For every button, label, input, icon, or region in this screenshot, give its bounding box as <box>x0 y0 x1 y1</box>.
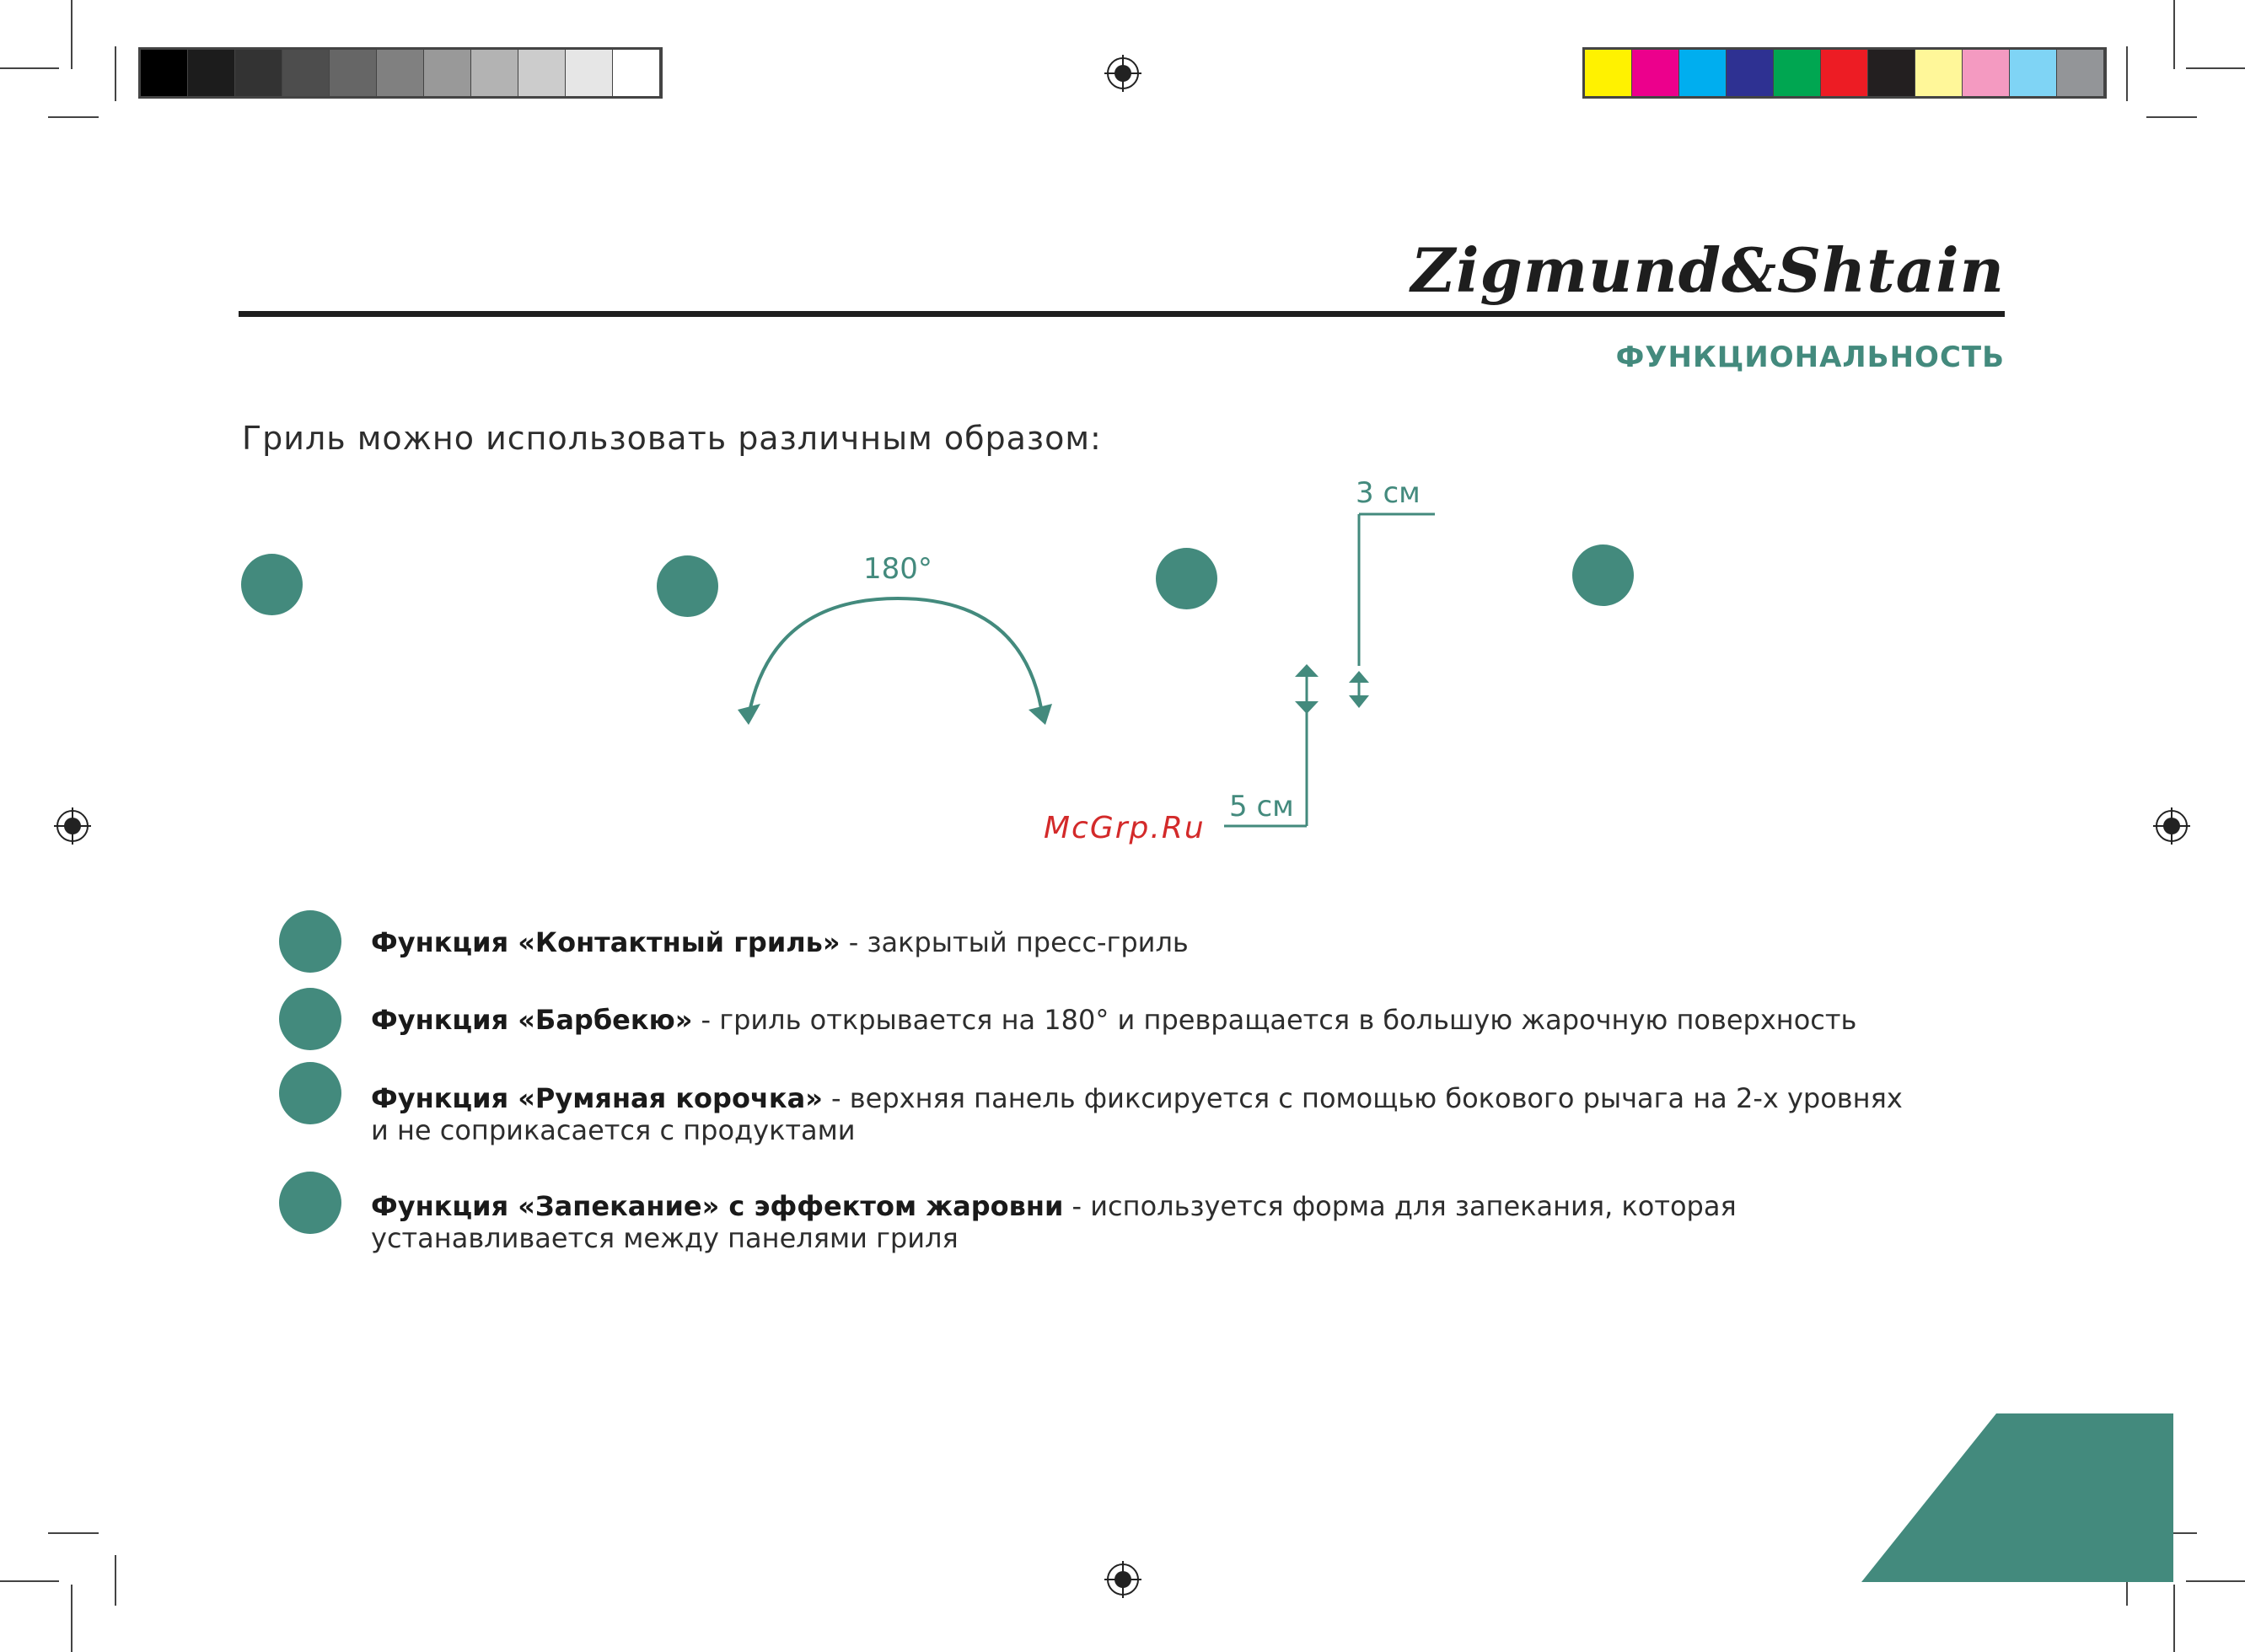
crop-mark <box>71 0 73 69</box>
color-swatch <box>1727 50 1773 96</box>
diagram-marker-1 <box>241 554 303 615</box>
color-swatch <box>1821 50 1867 96</box>
function-item-barbecue <box>371 1004 1905 1036</box>
grayscale-swatch <box>188 50 234 96</box>
crop-mark <box>0 1580 59 1582</box>
registration-mark-icon <box>1104 55 1141 92</box>
gap-dimension-lines <box>1214 506 1442 834</box>
function-marker-1 <box>279 910 341 973</box>
crop-mark <box>0 67 59 69</box>
grayscale-swatch <box>235 50 282 96</box>
crop-mark <box>71 1585 73 1652</box>
crop-mark <box>2126 46 2128 101</box>
crop-mark <box>2186 1580 2245 1582</box>
crop-mark <box>2146 116 2197 118</box>
color-swatch <box>1774 50 1820 96</box>
grayscale-swatch <box>141 50 187 96</box>
grayscale-swatch <box>424 50 470 96</box>
grayscale-swatch <box>377 50 423 96</box>
color-swatch <box>2057 50 2103 96</box>
brand-logo: Zigmund&Shtain <box>1410 234 2005 306</box>
function-item-baking <box>371 1190 1905 1254</box>
function-text: - используется форма для запекания, которая устанавливается между панелями гриля <box>371 1190 1737 1254</box>
section-title: ФУНКЦИОНАЛЬНОСТЬ <box>1615 341 2005 374</box>
crop-mark <box>115 1555 116 1606</box>
color-swatch <box>1868 50 1915 96</box>
grayscale-swatch <box>282 50 329 96</box>
function-item-browning <box>371 1082 1905 1146</box>
registration-mark-icon <box>54 807 91 845</box>
function-text: - верхняя панель фиксируется с помощью бокового рычага на 2-х уровнях и не соприкасается с продуктами <box>371 1082 1903 1146</box>
crop-mark <box>2173 0 2175 69</box>
diagram-marker-2 <box>657 555 718 617</box>
registration-mark-icon <box>1104 1561 1141 1598</box>
grayscale-swatch <box>330 50 376 96</box>
bottom-gap-label: 5 см <box>1229 790 1294 823</box>
grayscale-swatch <box>518 50 565 96</box>
crop-mark <box>115 46 116 101</box>
function-name: Функция «Контактный гриль» <box>371 926 841 958</box>
function-marker-4 <box>279 1172 341 1234</box>
color-swatch <box>1679 50 1726 96</box>
function-name: Функция «Запекание» с эффектом жаровни <box>371 1190 1064 1222</box>
function-name: Функция «Барбекю» <box>371 1004 693 1036</box>
function-text: - гриль открывается на 180° и превращается в большую жарочную поверхность <box>692 1004 1857 1036</box>
function-text: - закрытый пресс-гриль <box>840 926 1189 958</box>
grayscale-swatch <box>613 50 659 96</box>
page-corner-decoration <box>1861 1413 2173 1582</box>
function-marker-3 <box>279 1062 341 1124</box>
color-swatch <box>1585 50 1631 96</box>
header-rule <box>239 311 2005 317</box>
function-name: Функция «Румяная корочка» <box>371 1082 823 1114</box>
color-swatch <box>1915 50 1962 96</box>
grayscale-swatch <box>471 50 518 96</box>
grayscale-swatch <box>566 50 612 96</box>
crop-mark <box>48 116 99 118</box>
color-swatch <box>1963 50 2009 96</box>
intro-text: Гриль можно использовать различным образом: <box>242 420 1102 457</box>
crop-mark <box>2173 1585 2175 1652</box>
crop-mark <box>48 1532 99 1534</box>
function-marker-2 <box>279 988 341 1050</box>
registration-mark-icon <box>2153 807 2190 845</box>
function-item-contact-grill <box>371 926 1905 958</box>
rotation-arc-icon <box>725 582 1062 725</box>
color-swatch <box>1632 50 1678 96</box>
diagram-marker-4 <box>1572 544 1634 606</box>
diagram-marker-3 <box>1156 548 1217 609</box>
color-swatch <box>2010 50 2056 96</box>
crop-mark <box>2186 67 2245 69</box>
angle-label: 180° <box>863 552 932 586</box>
watermark: McGrp.Ru <box>1044 811 1206 845</box>
top-gap-label: 3 см <box>1356 476 1421 510</box>
